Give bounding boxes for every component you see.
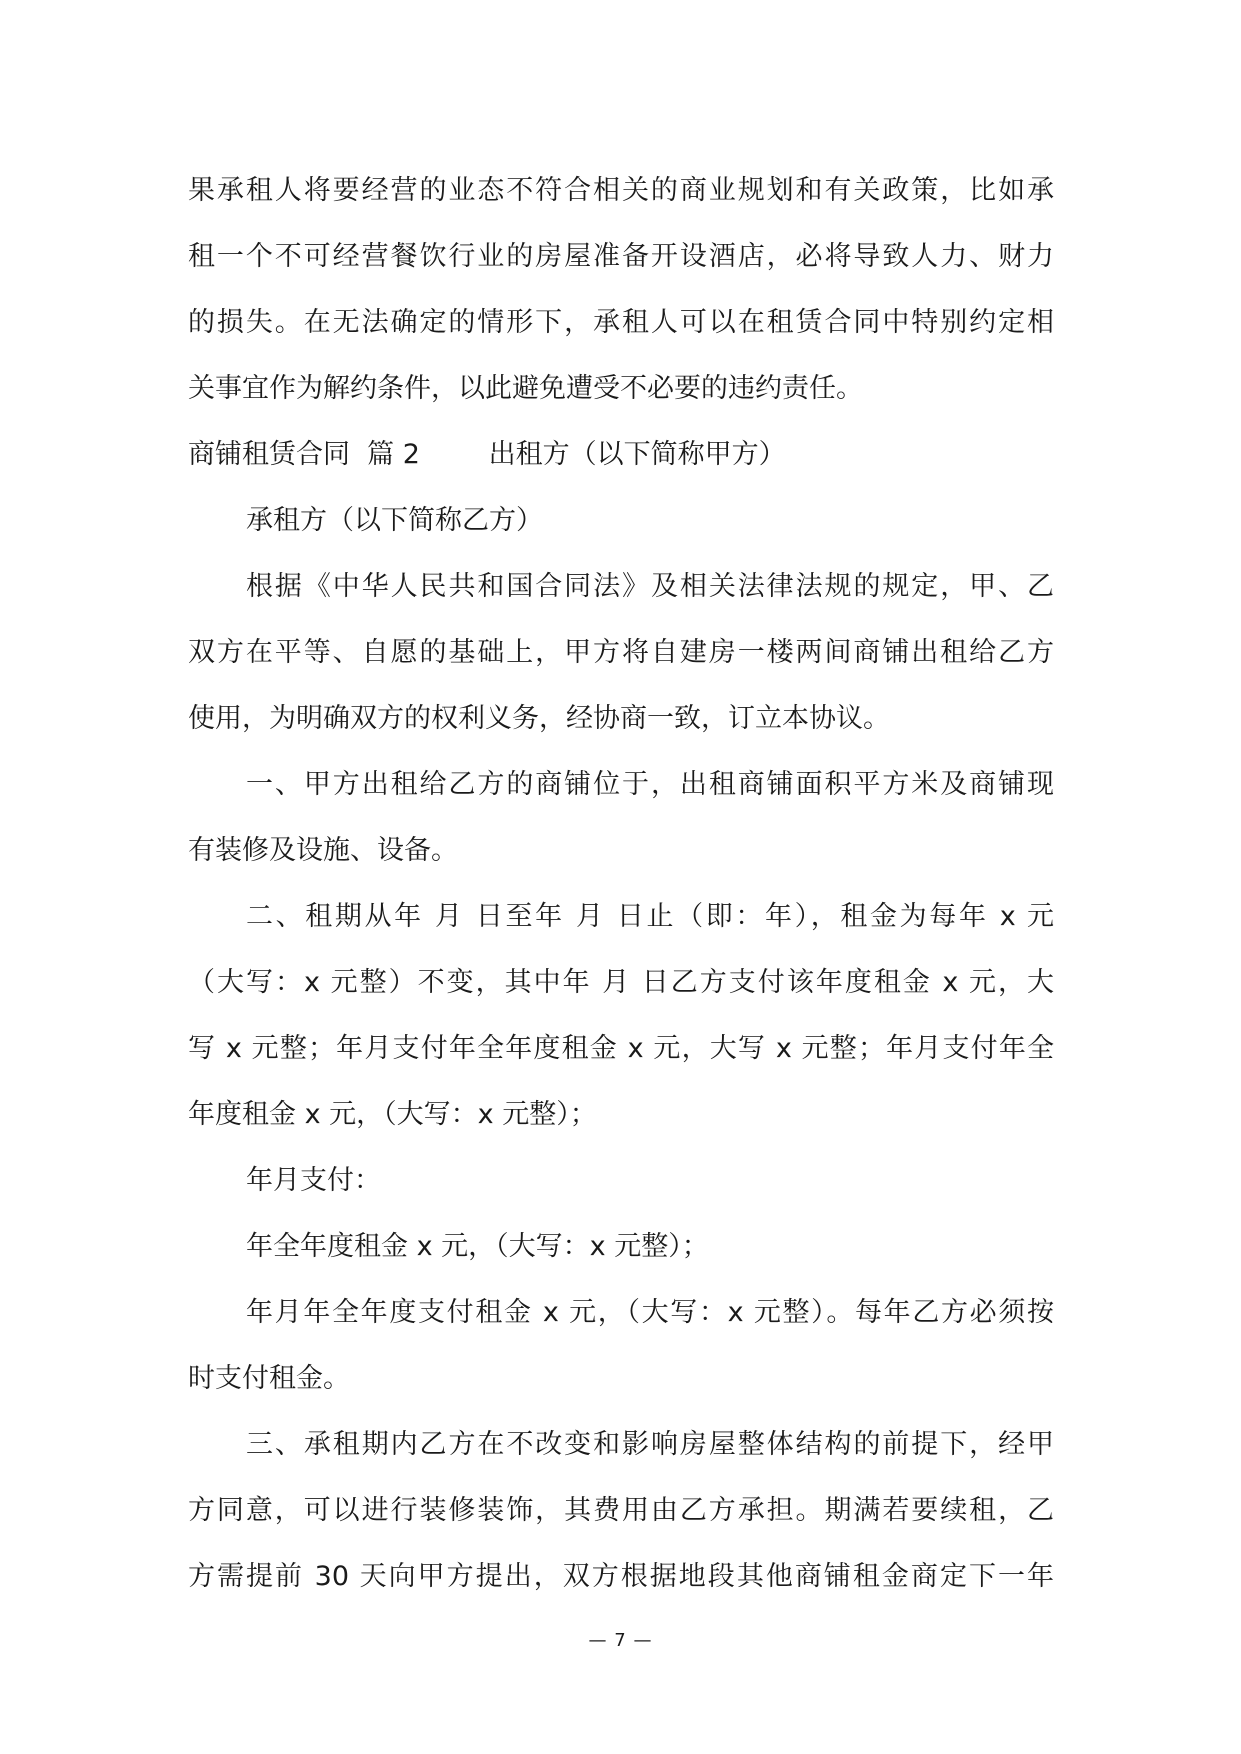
text-line: 年度租金 x 元，（大写：x 元整）； <box>188 1099 597 1130</box>
text-line: 商铺租赁合同 篇 2 出租方（以下简称甲方） <box>188 439 786 470</box>
text-line: 的损失。在无法确定的情形下，承租人可以在租赁合同中特别约定相 <box>188 307 1054 338</box>
text-line: 承租方（以下简称乙方） <box>246 505 543 536</box>
text-line: 租一个不可经营餐饮行业的房屋准备开设酒店，必将导致人力、财力 <box>188 241 1054 272</box>
text-line: 双方在平等、自愿的基础上，甲方将自建房一楼两间商铺出租给乙方 <box>188 637 1054 668</box>
text-line: 年全年度租金 x 元，（大写：x 元整）； <box>246 1231 709 1262</box>
text-line: 二、租期从年 月 日至年 月 日止（即：年），租金为每年 x 元 <box>246 901 1054 932</box>
text-line: 关事宜作为解约条件，以此避免遭受不必要的违约责任。 <box>188 373 863 404</box>
text-line: 年月年全年度支付租金 x 元，（大写：x 元整）。每年乙方必须按 <box>246 1297 1054 1328</box>
text-line: 写 x 元整；年月支付年全年度租金 x 元，大写 x 元整；年月支付年全 <box>188 1033 1054 1064</box>
text-line: （大写：x 元整）不变，其中年 月 日乙方支付该年度租金 x 元，大 <box>188 967 1054 998</box>
text-line: 时支付租金。 <box>188 1363 350 1394</box>
text-line: 根据《中华人民共和国合同法》及相关法律法规的规定，甲、乙 <box>246 571 1054 602</box>
text-line: 三、承租期内乙方在不改变和影响房屋整体结构的前提下，经甲 <box>246 1429 1054 1460</box>
text-line: 方需提前 30 天向甲方提出，双方根据地段其他商铺租金商定下一年 <box>188 1561 1054 1592</box>
text-line: 使用，为明确双方的权利义务，经协商一致，订立本协议。 <box>188 703 890 734</box>
text-line: 有装修及设施、设备。 <box>188 835 458 866</box>
page-number: — 7 — <box>588 1630 653 1651</box>
document-body <box>188 158 1054 1610</box>
text-line: 一、甲方出租给乙方的商铺位于，出租商铺面积平方米及商铺现 <box>246 769 1054 800</box>
text-line: 果承租人将要经营的业态不符合相关的商业规划和有关政策，比如承 <box>188 175 1054 206</box>
text-line: 年月支付： <box>246 1165 381 1196</box>
text-line: 方同意，可以进行装修装饰，其费用由乙方承担。期满若要续租，乙 <box>188 1495 1054 1526</box>
